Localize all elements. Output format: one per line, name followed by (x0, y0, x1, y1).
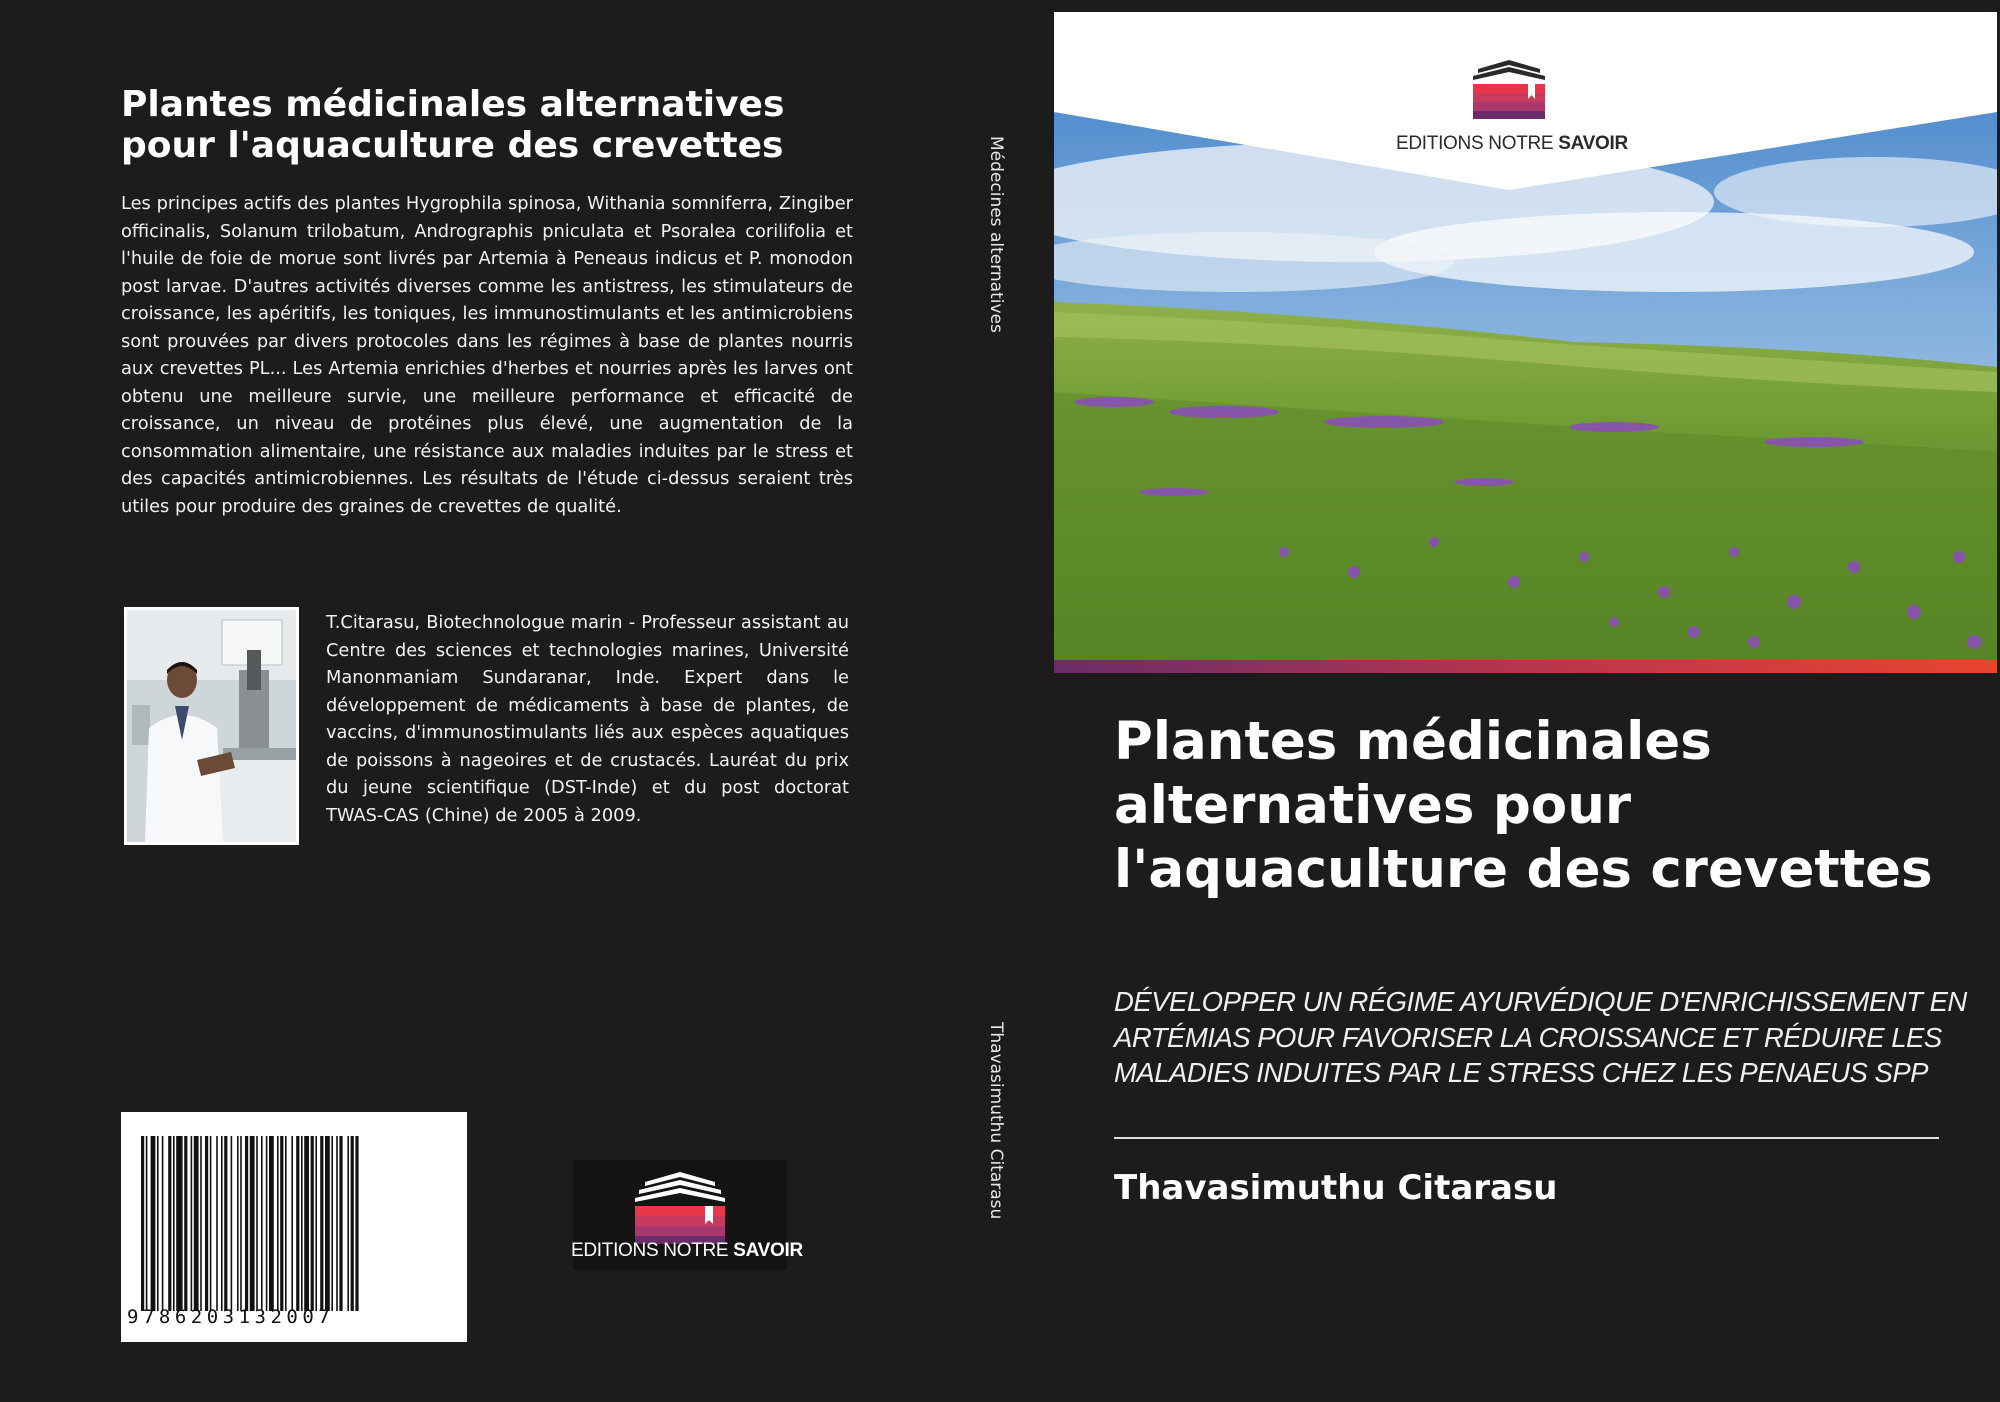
spine-series-title: Médecines alternatives (986, 136, 1006, 333)
barcode-bar (240, 1136, 242, 1311)
barcode-bar (351, 1136, 354, 1311)
barcode-bar (162, 1136, 164, 1311)
barcode-bar (157, 1136, 159, 1311)
barcode-bars (141, 1136, 447, 1311)
barcode-bar (325, 1136, 330, 1311)
back-publisher-name: EDITIONS NOTRE SAVOIR (571, 1240, 803, 1261)
barcode-bar (315, 1136, 317, 1311)
barcode-bar (216, 1136, 218, 1311)
barcode-bar (176, 1136, 182, 1311)
spine-author: Thavasimuthu Citarasu (986, 1022, 1006, 1220)
front-cover-title: Plantes médicinales alternatives pour l'aquaculture des crevettes (1114, 711, 1933, 900)
barcode-bar (237, 1136, 239, 1311)
barcode-bar (205, 1136, 208, 1311)
barcode-bar (339, 1136, 342, 1311)
barcode-bar (231, 1136, 233, 1311)
front-cover-author: Thavasimuthu Citarasu (1114, 1168, 1558, 1208)
isbn-digits: 9786203132007 (127, 1306, 335, 1328)
meadow-cover-image (1054, 12, 1997, 673)
barcode-bar (200, 1136, 202, 1311)
front-publisher-name: EDITIONS NOTRE SAVOIR (1396, 133, 1628, 154)
barcode-bar (269, 1136, 274, 1311)
barcode-bar (311, 1136, 314, 1311)
barcode-bar (245, 1136, 248, 1311)
barcode-bar (355, 1136, 358, 1311)
author-bio: T.Citarasu, Biotechnologue marin - Professeur assistant au Centre des sciences et technologies marines, Université Manonmaniam Sundaranar, Inde. Expert dans le développement de médicaments à base de plantes, de vaccins, d'immunostimulants liés aux espèces aquatiques de poissons à nageoires et de crustacés. Lauréat du prix du jeune scientifique (DST-Inde) et du post doctorat TWAS-CAS (Chine) de 2005 à 2009. (326, 612, 849, 826)
barcode-bar (347, 1136, 349, 1311)
barcode-bar (320, 1136, 323, 1311)
barcode-bar (146, 1136, 148, 1311)
front-cover-subtitle: DÉVELOPPER UN RÉGIME AYURVÉDIQUE D'ENRICHISSEMENT EN ARTÉMIAS POUR FAVORISER LA CROISSANCE ET RÉDUIRE LES MALADIES INDUITES PAR LE STRESS CHEZ LES PENAEUS SPP (1114, 986, 1967, 1088)
barcode-bar (256, 1136, 258, 1311)
barcode-bar (173, 1136, 175, 1311)
barcode-bar (296, 1136, 299, 1311)
barcode-bar (331, 1136, 333, 1311)
back-cover-blurb: Les principes actifs des plantes Hygrophila spinosa, Withania somniferra, Zingiber officinalis, Solanum trilobatum, Andrographis pniculata et Psoralea corilifolia et l'huile de foie de morue sont livrés par Artemia à Peneaus indicus et P. monodon post larvae. D'autres activités diverses comme les antistress, les stimulateurs de croissance, les apéritifs, les toniques, les immunostimulants et les antimicrobiens sont prouvées par divers protocoles dans les régimes à base de plantes nourris aux crevettes PL... Les Artemia enrichies d'herbes et nourries après les larves ont obtenu une meilleure survie, une meilleure performance et efficacité de croissance, un niveau de protéines plus élevé, une augmentation de la consommation alimentaire, une résistance aux maladies induites par le stress et des capacités antimicrobiennes. Les résultats de l'étude ci-dessus seraient très utiles pour produire des graines de crevettes de qualité. (121, 193, 853, 517)
barcode-bar (277, 1136, 279, 1311)
barcode-bar (151, 1136, 156, 1311)
barcode-bar (285, 1136, 287, 1311)
title-divider (1114, 1137, 1939, 1139)
barcode-bar (250, 1136, 255, 1311)
barcode-bar (291, 1136, 293, 1311)
barcode-bar (184, 1136, 187, 1311)
isbn-barcode (121, 1112, 467, 1342)
barcode-bar (336, 1136, 338, 1311)
author-photo (124, 607, 299, 845)
barcode-bar (280, 1136, 283, 1311)
barcode-bar (141, 1136, 144, 1311)
barcode-bar (194, 1136, 199, 1311)
barcode-bar (266, 1136, 268, 1311)
back-cover-title: Plantes médicinales alternatives pour l'aquaculture des crevettes (121, 84, 785, 166)
barcode-bar (224, 1136, 227, 1311)
barcode-bar (304, 1136, 309, 1311)
barcode-bar (168, 1136, 171, 1311)
barcode-bar (301, 1136, 303, 1311)
barcode-bar (191, 1136, 193, 1311)
barcode-bar (221, 1136, 223, 1311)
barcode-bar (261, 1136, 263, 1311)
barcode-bar (210, 1136, 212, 1311)
